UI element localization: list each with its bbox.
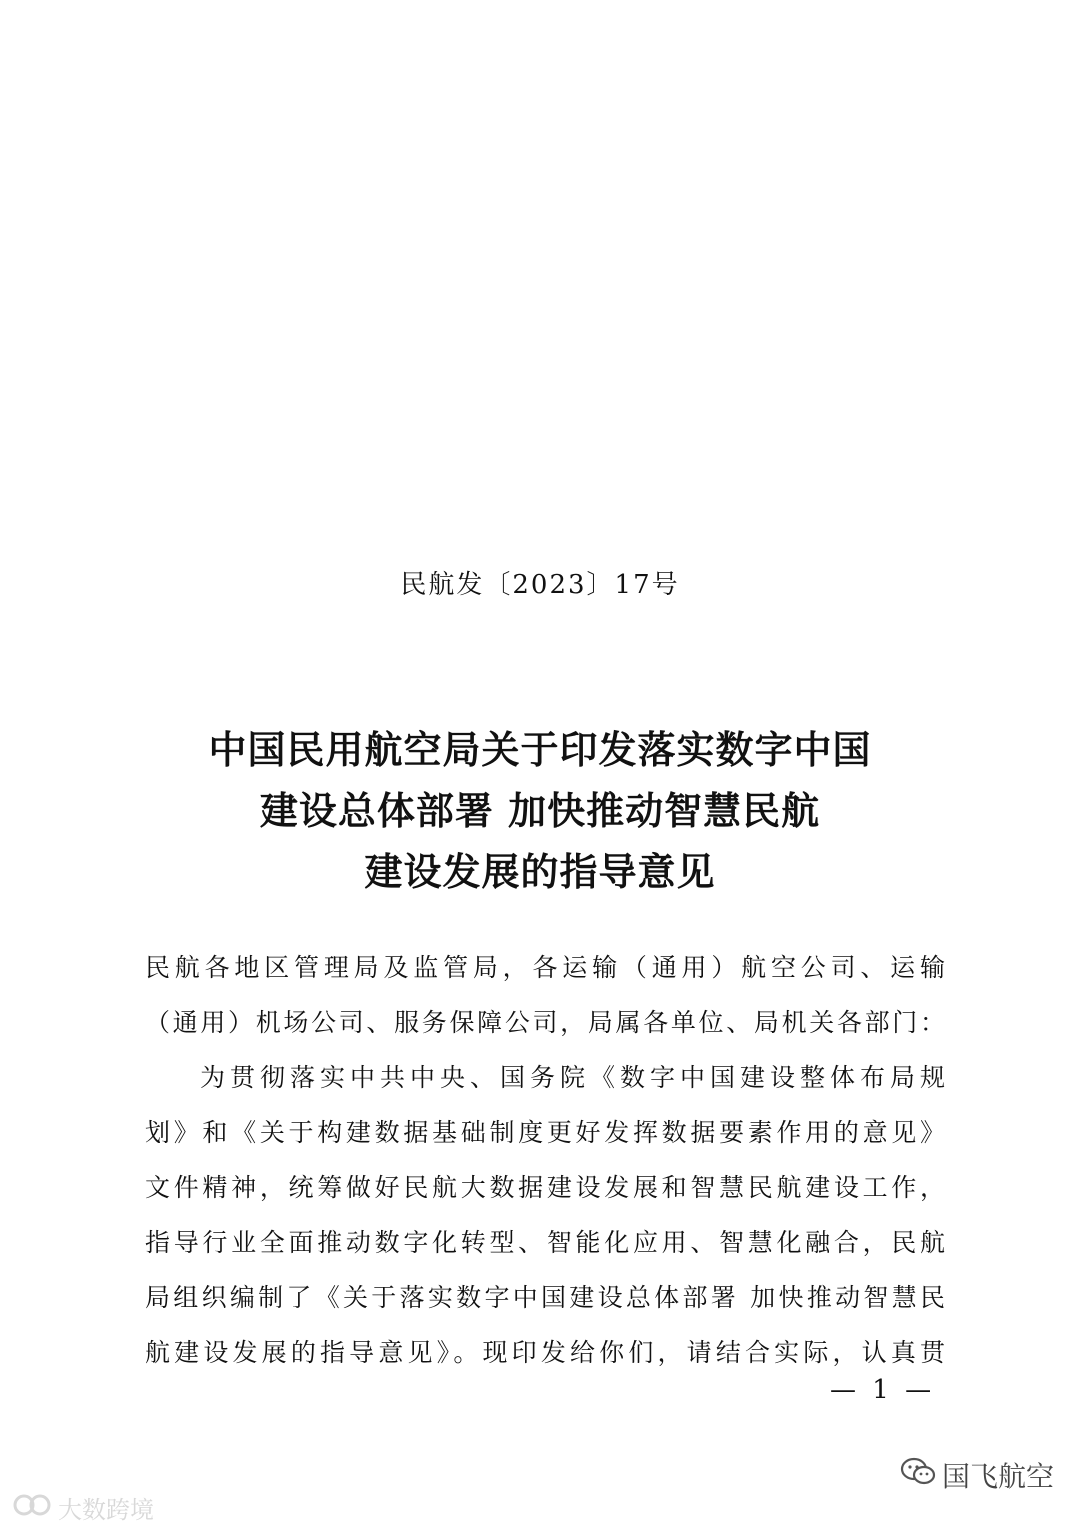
watermark-left — [12, 1490, 154, 1525]
body-line-5: 局组织编制了《关于落实数字中国建设总体部署 加快推动智慧民 — [145, 1283, 945, 1312]
addressee-line-1: 民航各地区管理局及监管局，各运输（通用）航空公司、运输 — [145, 953, 945, 982]
wechat-icon — [900, 1457, 936, 1494]
title-line-3: 建设发展的指导意见 — [364, 850, 716, 894]
watermark-left-text: 大数跨境 — [58, 1496, 154, 1524]
title-line-1: 中国民用航空局关于印发落实数字中国 — [208, 728, 872, 772]
page-number: — 1 — — [830, 1375, 936, 1405]
watermark-right — [900, 1455, 1054, 1495]
body-line-3: 文件精神，统筹做好民航大数据建设发展和智慧民航建设工作， — [145, 1173, 945, 1202]
title-line-2: 建设总体部署 加快推动智慧民航 — [259, 789, 821, 833]
body-line-6: 航建设发展的指导意见》。现印发给你们，请结合实际，认真贯 — [145, 1338, 945, 1367]
document-title — [0, 720, 1080, 903]
body-line-1: 为贯彻落实中共中央、国务院《数字中国建设整体布局规 — [200, 1063, 945, 1092]
body-line-2: 划》和《关于构建数据基础制度更好发挥数据要素作用的意见》 — [145, 1118, 945, 1147]
document-body — [145, 940, 945, 1380]
addressee-line-2: （通用）机场公司、服务保障公司，局属各单位、局机关各部门： — [145, 1008, 945, 1037]
watermark-right-text: 国飞航空 — [942, 1460, 1055, 1493]
brand-logo-icon — [12, 1492, 52, 1524]
body-line-4: 指导行业全面推动数字化转型、智能化应用、智慧化融合，民航 — [145, 1228, 945, 1257]
document-number: 民航发〔2023〕17号 — [400, 570, 680, 600]
